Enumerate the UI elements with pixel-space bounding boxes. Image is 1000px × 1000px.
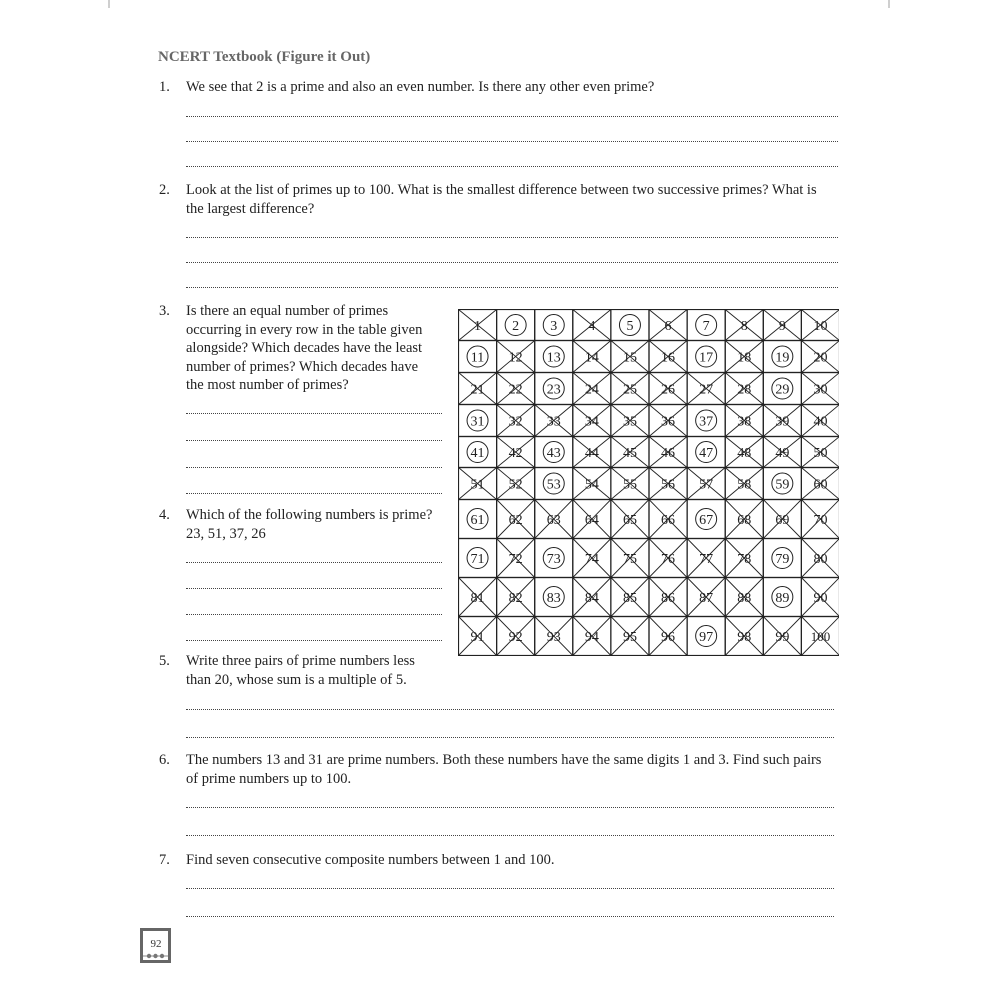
grid-cell: [801, 405, 839, 437]
grid-cell: [725, 373, 763, 405]
grid-number: 2: [512, 319, 520, 334]
grid-number: 66: [661, 513, 676, 528]
question-7-text: [186, 851, 554, 870]
answer-line[interactable]: [186, 562, 442, 563]
grid-cell: [497, 310, 535, 341]
grid-number: 100: [810, 629, 831, 644]
grid-number: 35: [622, 414, 637, 430]
grid-cell: [535, 578, 573, 617]
answer-line[interactable]: [186, 709, 834, 710]
grid-cell: [497, 578, 535, 617]
grid-cell: [611, 617, 649, 656]
grid-cell: [725, 500, 763, 539]
grid-number: 52: [508, 477, 523, 493]
grid-cell: [573, 578, 611, 617]
grid-number: 39: [775, 414, 790, 430]
grid-cell: [497, 341, 535, 373]
question-line: than 20, whose sum is a multiple of 5.: [186, 671, 407, 688]
grid-cell: [497, 468, 535, 500]
grid-cell: [611, 310, 649, 341]
grid-number: 98: [737, 630, 752, 645]
grid-number: 41: [470, 446, 485, 461]
grid-number: 54: [584, 477, 599, 493]
grid-cell: [459, 539, 497, 578]
grid-number: 22: [508, 382, 523, 398]
question-line: number of primes? Which decades have: [186, 358, 419, 375]
grid-number: 91: [470, 630, 485, 645]
grid-cell: [687, 578, 725, 617]
grid-cell: [687, 617, 725, 656]
grid-number: 4: [588, 319, 596, 334]
grid-cell: [725, 437, 763, 468]
answer-line[interactable]: [186, 116, 838, 117]
answer-line[interactable]: [186, 262, 838, 263]
question-1-number: 1.: [159, 79, 170, 95]
grid-number: 99: [775, 630, 790, 645]
question-line: The numbers 13 and 31 are prime numbers. Both these numbers have the same digits 1 and 3. Find such pairs: [186, 752, 822, 768]
grid-number: 94: [584, 630, 599, 645]
answer-line[interactable]: [186, 640, 442, 641]
grid-number: 45: [622, 446, 637, 461]
grid-cell: [535, 437, 573, 468]
grid-number: 50: [813, 446, 828, 461]
question-2-number: 2.: [159, 182, 170, 198]
grid-cell: [497, 373, 535, 405]
grid-cell: [801, 468, 839, 500]
answer-line[interactable]: [186, 141, 838, 142]
grid-number: 6: [664, 319, 672, 334]
grid-number: 84: [584, 591, 599, 606]
answer-line[interactable]: [186, 835, 834, 836]
grid-cell: [611, 373, 649, 405]
grid-cell: [459, 437, 497, 468]
grid-number: 63: [546, 513, 561, 528]
grid-cell: [649, 405, 687, 437]
grid-number: 67: [699, 513, 714, 528]
grid-number: 46: [661, 446, 676, 461]
grid-number: 79: [775, 552, 790, 567]
grid-number: 48: [737, 446, 752, 461]
grid-cell: [725, 578, 763, 617]
grid-number: 80: [813, 552, 828, 567]
question-line: the largest difference?: [186, 200, 315, 217]
grid-cell: [763, 617, 801, 656]
grid-cell: [611, 405, 649, 437]
question-line: Is there an equal number of primes: [186, 303, 389, 319]
grid-cell: [725, 539, 763, 578]
answer-line[interactable]: [186, 237, 838, 238]
grid-cell: [573, 405, 611, 437]
answer-line[interactable]: [186, 737, 834, 738]
grid-cell: [497, 500, 535, 539]
grid-number: 76: [661, 552, 676, 567]
grid-number: 72: [508, 552, 523, 567]
grid-cell: [611, 468, 649, 500]
grid-cell: [687, 437, 725, 468]
grid-cell: [573, 437, 611, 468]
grid-number: 8: [740, 319, 748, 334]
grid-cell: [459, 500, 497, 539]
grid-number: 74: [584, 552, 599, 567]
grid-cell: [459, 373, 497, 405]
grid-cell: [535, 617, 573, 656]
grid-number: 73: [546, 552, 561, 567]
grid-number: 77: [699, 552, 714, 567]
grid-cell: [687, 341, 725, 373]
grid-number: 87: [699, 591, 714, 606]
question-3-text: [186, 302, 422, 395]
grid-number: 47: [699, 446, 714, 461]
grid-number: 93: [546, 630, 561, 645]
grid-cell: [687, 500, 725, 539]
grid-number: 21: [470, 382, 485, 398]
grid-cell: [763, 500, 801, 539]
grid-cell: [725, 341, 763, 373]
grid-number: 5: [626, 319, 634, 334]
grid-number: 16: [661, 350, 676, 366]
grid-cell: [649, 310, 687, 341]
grid-cell: [535, 341, 573, 373]
grid-number: 24: [584, 382, 599, 398]
question-1-text: [186, 78, 654, 97]
grid-number: 42: [508, 446, 523, 461]
grid-number: 7: [702, 319, 710, 334]
question-5-number: 5.: [159, 653, 170, 669]
grid-number: 12: [508, 350, 523, 366]
grid-number: 97: [699, 630, 714, 645]
grid-number: 60: [813, 477, 828, 493]
grid-cell: [535, 310, 573, 341]
grid-number: 29: [775, 382, 790, 398]
grid-number: 18: [737, 350, 752, 366]
grid-cell: [649, 468, 687, 500]
grid-number: 83: [546, 591, 561, 606]
grid-number: 1: [474, 319, 482, 334]
grid-number: 49: [775, 446, 790, 461]
grid-number: 32: [508, 414, 523, 430]
grid-number: 14: [584, 350, 599, 366]
grid-cell: [763, 405, 801, 437]
question-line: We see that 2 is a prime and also an even number. Is there any other even prime?: [186, 79, 655, 95]
grid-number: 88: [737, 591, 752, 606]
grid-number: 33: [546, 414, 561, 430]
grid-number: 78: [737, 552, 752, 567]
grid-number: 61: [470, 513, 485, 528]
question-6-number: 6.: [159, 752, 170, 768]
grid-cell: [611, 437, 649, 468]
grid-cell: [611, 539, 649, 578]
prime-grid-svg: [458, 309, 839, 656]
question-7-number: 7.: [159, 852, 170, 868]
grid-number: 23: [546, 382, 561, 398]
grid-number: 44: [584, 446, 599, 461]
grid-number: 34: [584, 414, 599, 430]
answer-line[interactable]: [186, 467, 442, 468]
page-number: 92: [150, 938, 162, 950]
question-line: 23, 51, 37, 26: [186, 525, 266, 542]
grid-cell: [459, 341, 497, 373]
grid-cell: [459, 578, 497, 617]
grid-cell: [573, 500, 611, 539]
grid-number: 40: [813, 414, 828, 430]
grid-cell: [649, 617, 687, 656]
question-line: Which of the following numbers is prime?: [186, 507, 433, 523]
grid-cell: [573, 617, 611, 656]
grid-number: 58: [737, 477, 752, 493]
grid-number: 69: [775, 513, 790, 528]
grid-number: 51: [470, 477, 485, 493]
question-2-text: [186, 181, 817, 218]
answer-line[interactable]: [186, 440, 442, 441]
grid-cell: [687, 373, 725, 405]
grid-number: 85: [622, 591, 637, 606]
grid-number: 89: [775, 591, 790, 606]
section-heading: NCERT Textbook (Figure it Out): [158, 49, 371, 65]
grid-number: 64: [584, 513, 599, 528]
grid-cell: [801, 617, 839, 656]
grid-cell: [649, 341, 687, 373]
answer-line[interactable]: [186, 287, 838, 288]
question-line: Write three pairs of prime numbers less: [186, 653, 415, 669]
answer-line[interactable]: [186, 588, 442, 589]
grid-number: 95: [622, 630, 637, 645]
grid-number: 68: [737, 513, 752, 528]
grid-cell: [763, 310, 801, 341]
grid-cell: [573, 539, 611, 578]
grid-number: 36: [661, 414, 676, 430]
grid-cell: [649, 578, 687, 617]
grid-cell: [763, 341, 801, 373]
grid-cell: [573, 310, 611, 341]
question-line: occurring in every row in the table given: [186, 321, 423, 338]
grid-cell: [725, 617, 763, 656]
grid-cell: [687, 405, 725, 437]
grid-cell: [459, 468, 497, 500]
grid-number: 26: [661, 382, 676, 398]
grid-cell: [459, 405, 497, 437]
grid-number: 81: [470, 591, 485, 606]
question-line: of prime numbers up to 100.: [186, 770, 352, 787]
grid-cell: [763, 373, 801, 405]
question-6-text: [186, 751, 821, 788]
grid-number: 37: [699, 414, 714, 430]
grid-cell: [801, 341, 839, 373]
answer-line[interactable]: [186, 493, 442, 494]
grid-cell: [763, 437, 801, 468]
grid-number: 59: [775, 477, 790, 493]
question-4-text: [186, 506, 432, 543]
grid-number: 62: [508, 513, 523, 528]
question-line: Look at the list of primes up to 100. What is the smallest difference between two successive primes? What is: [186, 182, 817, 198]
grid-number: 11: [470, 350, 485, 366]
grid-cell: [649, 373, 687, 405]
grid-cell: [763, 539, 801, 578]
grid-cell: [649, 437, 687, 468]
question-5-text: [186, 652, 415, 689]
grid-cell: [801, 437, 839, 468]
grid-number: 55: [622, 477, 637, 493]
grid-cell: [497, 617, 535, 656]
grid-cell: [535, 468, 573, 500]
grid-number: 96: [661, 630, 676, 645]
grid-number: 90: [813, 591, 828, 606]
grid-cell: [801, 310, 839, 341]
grid-number: 57: [699, 477, 714, 493]
answer-line[interactable]: [186, 413, 442, 414]
answer-line[interactable]: [186, 807, 834, 808]
question-4-number: 4.: [159, 507, 170, 523]
answer-line[interactable]: [186, 916, 834, 917]
grid-number: 10: [813, 319, 828, 334]
grid-number: 43: [546, 446, 561, 461]
grid-number: 71: [470, 552, 485, 567]
grid-cell: [535, 405, 573, 437]
grid-cell: [611, 578, 649, 617]
grid-cell: [459, 617, 497, 656]
grid-cell: [611, 341, 649, 373]
grid-number: 31: [470, 414, 485, 430]
grid-number: 25: [622, 382, 637, 398]
grid-cell: [649, 500, 687, 539]
grid-cell: [687, 539, 725, 578]
grid-number: 75: [622, 552, 637, 567]
grid-cell: [535, 539, 573, 578]
grid-cell: [763, 578, 801, 617]
grid-number: 30: [813, 382, 828, 398]
grid-number: 38: [737, 414, 752, 430]
prime-number-grid: [458, 309, 839, 656]
grid-number: 53: [546, 477, 561, 493]
grid-number: 9: [778, 319, 786, 334]
grid-number: 17: [699, 350, 714, 366]
grid-cell: [459, 310, 497, 341]
grid-number: 65: [622, 513, 637, 528]
grid-number: 82: [508, 591, 523, 606]
page-edge-mark: [888, 0, 890, 8]
grid-cell: [573, 468, 611, 500]
grid-cell: [611, 500, 649, 539]
grid-cell: [725, 468, 763, 500]
grid-cell: [763, 468, 801, 500]
grid-number: 86: [661, 591, 676, 606]
grid-number: 56: [661, 477, 676, 493]
grid-cell: [535, 500, 573, 539]
grid-number: 27: [699, 382, 714, 398]
grid-cell: [725, 310, 763, 341]
grid-number: 15: [622, 350, 637, 366]
question-line: Find seven consecutive composite numbers between 1 and 100.: [186, 852, 555, 868]
grid-cell: [687, 468, 725, 500]
grid-number: 92: [508, 630, 523, 645]
grid-cell: [497, 437, 535, 468]
grid-cell: [497, 405, 535, 437]
question-line: alongside? Which decades have the least: [186, 340, 423, 356]
grid-cell: [573, 341, 611, 373]
grid-number: 20: [813, 350, 828, 366]
grid-cell: [801, 373, 839, 405]
grid-cell: [497, 539, 535, 578]
grid-cell: [801, 539, 839, 578]
grid-number: 3: [550, 319, 558, 334]
grid-number: 70: [813, 513, 828, 528]
grid-number: 19: [775, 350, 790, 366]
answer-line[interactable]: [186, 166, 838, 167]
question-3-number: 3.: [159, 303, 170, 319]
question-line: the most number of primes?: [186, 377, 349, 393]
grid-cell: [649, 539, 687, 578]
grid-cell: [801, 500, 839, 539]
grid-cell: [725, 405, 763, 437]
page-edge-mark: [108, 0, 110, 8]
answer-line[interactable]: [186, 614, 442, 615]
grid-number: 28: [737, 382, 752, 398]
grid-number: 13: [546, 350, 561, 366]
grid-cell: [801, 578, 839, 617]
grid-cell: [687, 310, 725, 341]
grid-cell: [573, 373, 611, 405]
answer-line[interactable]: [186, 888, 834, 889]
grid-cell: [535, 373, 573, 405]
